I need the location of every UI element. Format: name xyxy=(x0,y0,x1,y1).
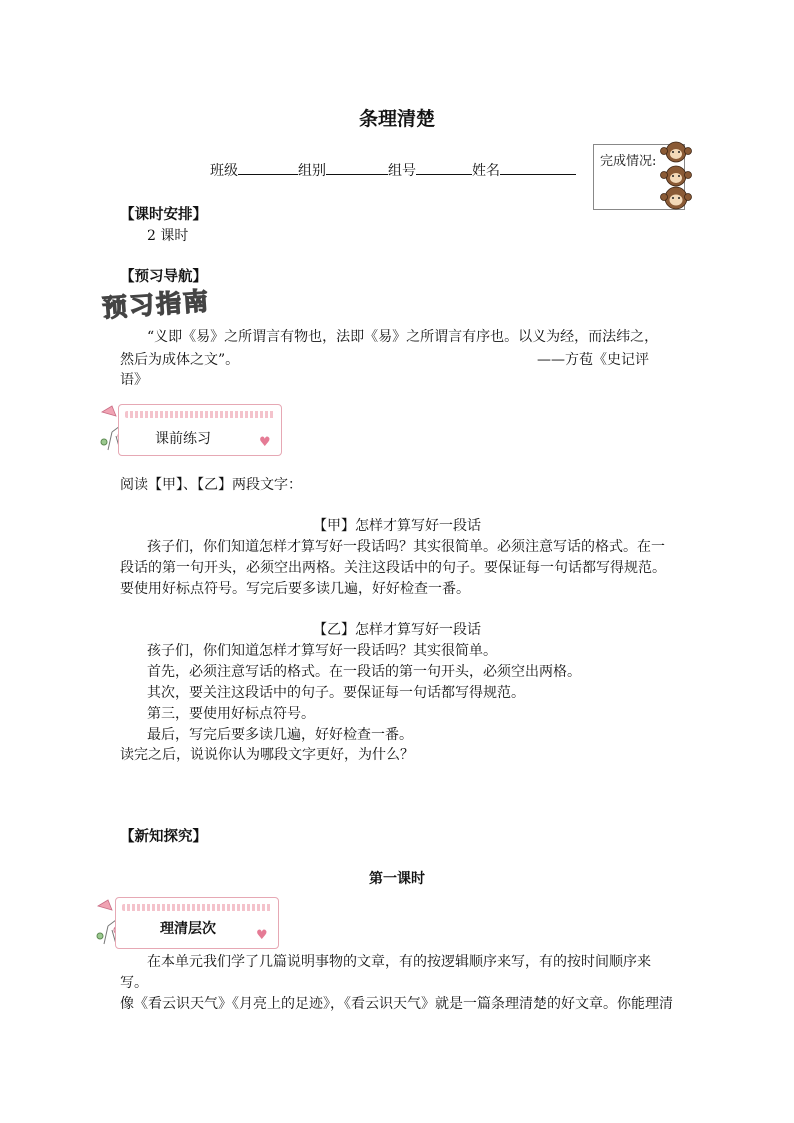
closing-line-1: 在本单元我们学了几篇说明事物的文章，有的按逻辑顺序来写，有的按时间顺序来 xyxy=(147,954,651,970)
group-label: 组别 xyxy=(298,163,326,179)
heart-icon-2: ♥ xyxy=(256,928,268,943)
preview-heading: 【预习导航】 xyxy=(120,268,207,285)
passage-b-line-2: 首先，必须注意写话的格式。在一段话的第一句开头，必须空出两格。 xyxy=(147,664,581,680)
preview-guide-art: 预习指南 xyxy=(101,286,212,323)
exercise-intro: 阅读【甲】、【乙】两段文字： xyxy=(120,477,302,493)
number-blank[interactable] xyxy=(416,160,472,175)
quote-line-3: 语》 xyxy=(120,372,148,388)
status-label: 完成情况: xyxy=(600,154,657,169)
closing-line-2: 写。 xyxy=(120,975,148,991)
name-label: 姓名 xyxy=(472,163,500,179)
class-label: 班级 xyxy=(210,163,238,179)
class-blank[interactable] xyxy=(238,160,298,175)
number-label: 组号 xyxy=(388,163,416,179)
passage-b-title: 【乙】怎样才算写好一段话 xyxy=(313,622,481,638)
passage-b-line-1: 孩子们，你们知道怎样才算写好一段话吗？其实很简单。 xyxy=(147,643,497,659)
passage-a-line-1: 孩子们，你们知道怎样才算写好一段话吗？其实很简单。必须注意写话的格式。在一 xyxy=(147,539,665,555)
banner-pattern xyxy=(125,411,275,418)
group-blank[interactable] xyxy=(326,160,388,175)
quote-line-2: 然后为成体之文”。 xyxy=(120,352,240,368)
passage-a-line-2: 段话的第一句开头，必须空出两格。关注这段话中的句子。要保证每一句话都写得规范。 xyxy=(120,560,666,576)
heart-icon: ♥ xyxy=(259,435,271,450)
student-info-line xyxy=(210,160,576,180)
passage-b-line-3: 其次，要关注这段话中的句子。要保证每一句话都写得规范。 xyxy=(147,685,525,701)
page-title: 条理清楚 xyxy=(358,108,435,130)
banner-label: 课前练习 xyxy=(155,431,211,447)
passage-b-line-4: 第三，要使用好标点符号。 xyxy=(147,706,315,722)
quote-attribution: ——方苞《史记评 xyxy=(537,352,649,368)
banner-sort-levels xyxy=(115,897,279,949)
name-blank[interactable] xyxy=(500,160,576,175)
exercise-question: 读完之后，说说你认为哪段文字更好，为什么？ xyxy=(120,747,414,763)
passage-a-line-3: 要使用好标点符号。写完后要多读几遍，好好检查一番。 xyxy=(120,581,470,597)
banner-label-2: 理清层次 xyxy=(160,921,216,937)
banner-pattern-2 xyxy=(122,904,272,911)
lesson-1-heading: 第一课时 xyxy=(369,871,425,887)
banner-pre-class-exercise xyxy=(118,404,282,456)
passage-b-line-5: 最后，写完后要多读几遍，好好检查一番。 xyxy=(147,727,413,743)
schedule-value: 2 课时 xyxy=(147,228,189,244)
new-knowledge-heading: 【新知探究】 xyxy=(120,828,207,845)
monkey-stack-icon xyxy=(656,140,696,212)
passage-a-title: 【甲】怎样才算写好一段话 xyxy=(313,518,481,534)
quote-line-1: “义即《易》之所谓言有物也，法即《易》之所谓言有序也。以义为经，而法纬之， xyxy=(147,329,659,345)
closing-line-3: 像《看云识天气》《月亮上的足迹》，《看云识天气》就是一篇条理清楚的好文章。你能理清 xyxy=(120,996,673,1012)
schedule-heading: 【课时安排】 xyxy=(120,206,207,223)
